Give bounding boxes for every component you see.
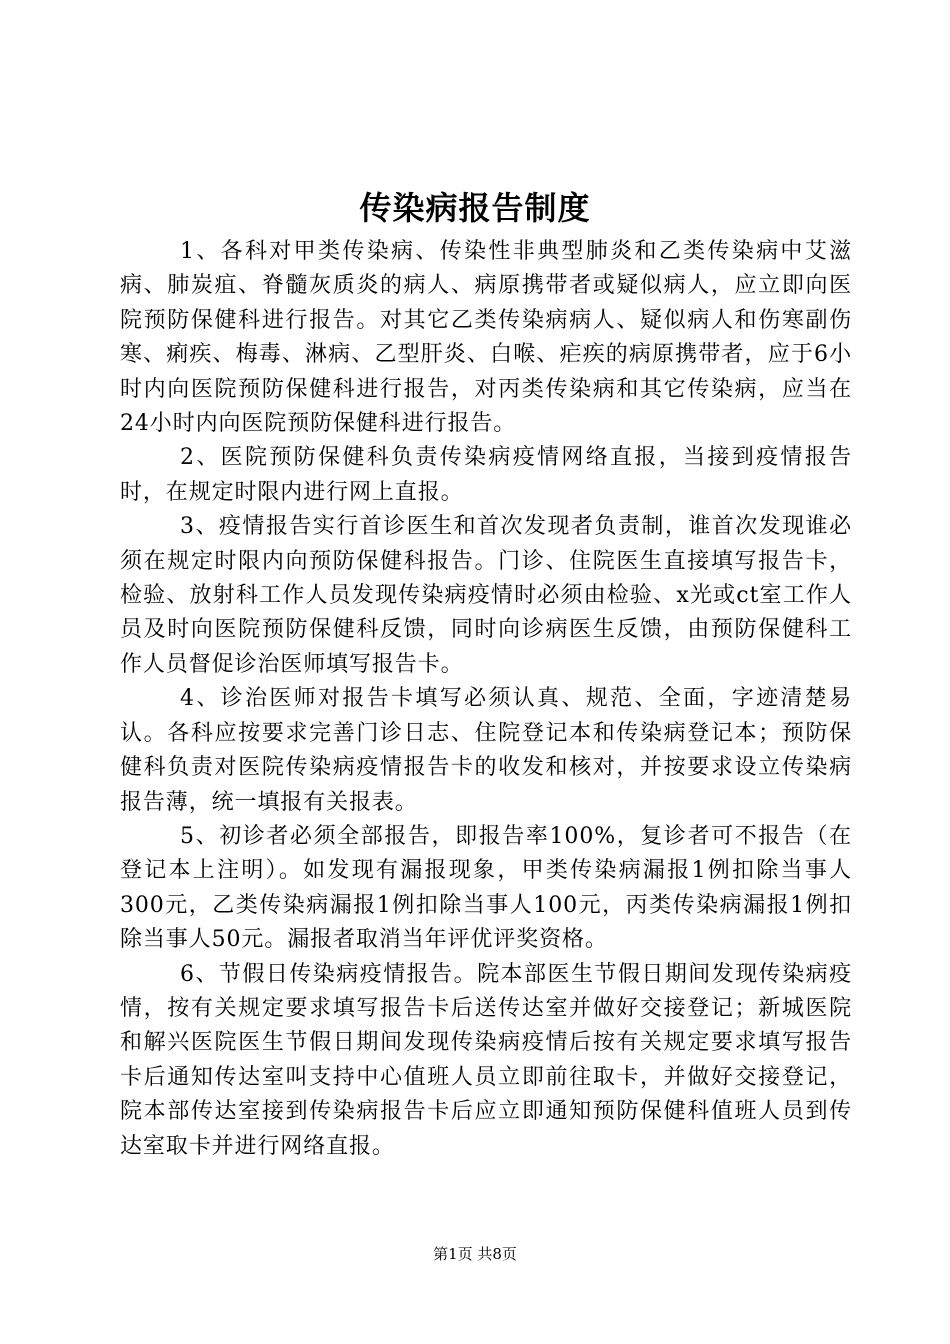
paragraph-3: 3、疫情报告实行首诊医生和首次发现者负责制，谁首次发现谁必须在规定时限内向预防保健科报告。门诊、住院医生直接填写报告卡，检验、放射科工作人员发现传染病疫情时必须由检验、x光或ct室工作人员及时向医院预防保健科反馈，同时向诊病医生反馈，由预防保健科工作人员督促诊治医师填写报告卡。 [120,514,852,677]
paragraph-6: 6、节假日传染病疫情报告。院本部医生节假日期间发现传染病疫情，按有关规定要求填写报告卡后送传达室并做好交接登记；新城医院和解兴医院医生节假日期间发现传染病疫情后按有关规定要求填写报告卡后通知传达室叫支持中心值班人员立即前往取卡，并做好交接登记，院本部传达室接到传染病报告卡后应立即通知预防保健科值班人员到传达室取卡并进行网络直报。 [120,961,852,1159]
paragraph-2: 2、医院预防保健科负责传染病疫情网络直报，当接到疫情报告时，在规定时限内进行网上直报。 [120,445,852,505]
document-body [120,235,852,1164]
paragraph-4: 4、诊治医师对报告卡填写必须认真、规范、全面，字迹清楚易认。各科应按要求完善门诊日志、住院登记本和传染病登记本；预防保健科负责对医院传染病疫情报告卡的收发和核对，并按要求设立传染病报告薄，统一填报有关报表。 [120,686,852,815]
page-footer: 第1页 共8页 [433,1245,517,1263]
paragraph-1: 1、各科对甲类传染病、传染性非典型肺炎和乙类传染病中艾滋病、肺炭疽、脊髓灰质炎的病人、病原携带者或疑似病人，应立即向医院预防保健科进行报告。对其它乙类传染病病人、疑似病人和伤寒副伤寒、痢疾、梅毒、淋病、乙型肝炎、白喉、疟疾的病原携带者，应于6小时内向医院预防保健科进行报告，对丙类传染病和其它传染病，应当在24小时内向医院预防保健科进行报告。 [120,239,852,437]
paragraph-5: 5、初诊者必须全部报告，即报告率100%，复诊者可不报告（在登记本上注明）。如发现有漏报现象，甲类传染病漏报1例扣除当事人300元，乙类传染病漏报1例扣除当事人100元，丙类传染病漏报1例扣除当事人50元。漏报者取消当年评优评奖资格。 [120,823,852,953]
document-title: 传染病报告制度 [359,189,591,227]
